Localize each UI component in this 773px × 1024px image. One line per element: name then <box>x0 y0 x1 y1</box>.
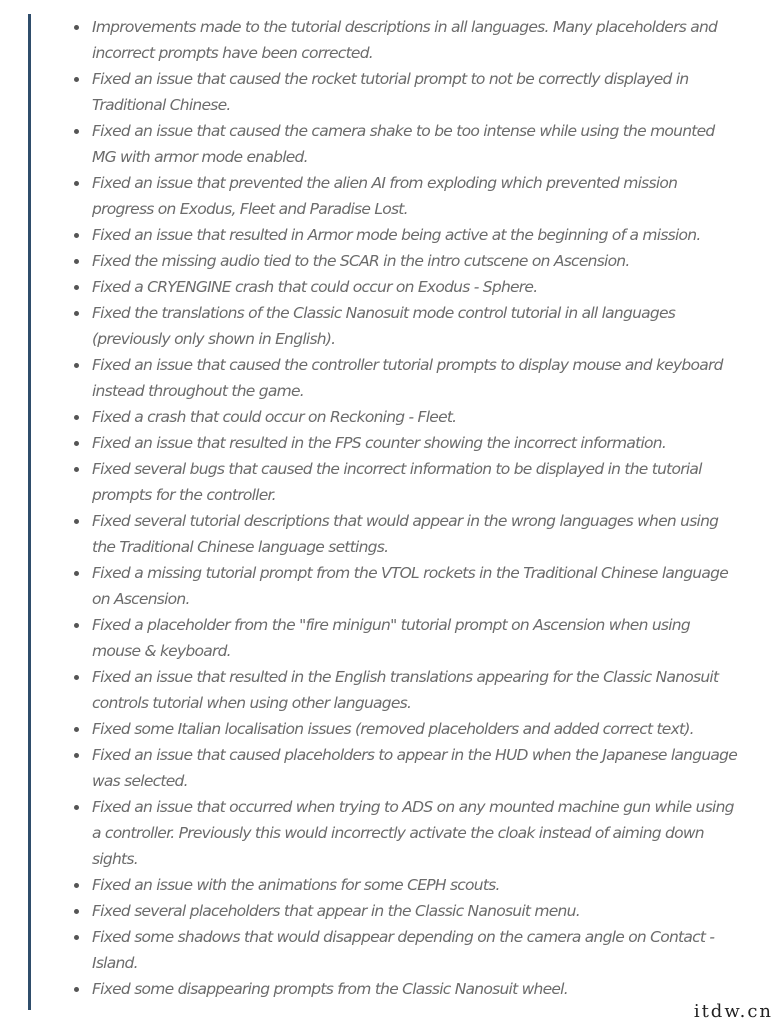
list-item: Fixed an issue that caused the camera shake to be too intense while using the mounted MG with armor mode enabled. <box>72 118 742 170</box>
list-item: Fixed a CRYENGINE crash that could occur on Exodus - Sphere. <box>72 274 742 300</box>
list-item: Fixed several bugs that caused the incorrect information to be displayed in the tutorial prompts for the controller. <box>72 456 742 508</box>
list-item: Fixed an issue that occurred when trying to ADS on any mounted machine gun while using a controller. Previously this would incorrectly activate the cloak instead of aiming down sights. <box>72 794 742 872</box>
list-item: Fixed several placeholders that appear in the Classic Nanosuit menu. <box>72 898 742 924</box>
list-item: Fixed some shadows that would disappear depending on the camera angle on Contact - Island. <box>72 924 742 976</box>
list-item: Fixed an issue that resulted in the FPS counter showing the incorrect information. <box>72 430 742 456</box>
list-item: Fixed a crash that could occur on Reckoning - Fleet. <box>72 404 742 430</box>
list-item: Fixed an issue that caused the controller tutorial prompts to display mouse and keyboard instead throughout the game. <box>72 352 742 404</box>
list-item: Fixed an issue that caused the rocket tutorial prompt to not be correctly displayed in Traditional Chinese. <box>72 66 742 118</box>
list-item: Fixed the missing audio tied to the SCAR in the intro cutscene on Ascension. <box>72 248 742 274</box>
list-item: Fixed some Italian localisation issues (removed placeholders and added correct text). <box>72 716 742 742</box>
list-item: Fixed an issue that prevented the alien AI from exploding which prevented mission progress on Exodus, Fleet and Paradise Lost. <box>72 170 742 222</box>
watermark: itdw.cn <box>693 1001 773 1022</box>
list-item: Fixed several tutorial descriptions that would appear in the wrong languages when using the Traditional Chinese language settings. <box>72 508 742 560</box>
list-item: Fixed an issue that resulted in Armor mode being active at the beginning of a mission. <box>72 222 742 248</box>
blockquote-bar <box>28 14 31 1010</box>
list-item: Fixed a missing tutorial prompt from the VTOL rockets in the Traditional Chinese language on Ascension. <box>72 560 742 612</box>
list-item: Fixed a placeholder from the "fire minigun" tutorial prompt on Ascension when using mouse & keyboard. <box>72 612 742 664</box>
patch-notes-list <box>72 14 742 1002</box>
list-item: Fixed some disappearing prompts from the Classic Nanosuit wheel. <box>72 976 742 1002</box>
list-item: Fixed an issue with the animations for some CEPH scouts. <box>72 872 742 898</box>
list-item: Fixed an issue that caused placeholders to appear in the HUD when the Japanese language was selected. <box>72 742 742 794</box>
list-item: Fixed the translations of the Classic Nanosuit mode control tutorial in all languages (previously only shown in English). <box>72 300 742 352</box>
list-item: Fixed an issue that resulted in the English translations appearing for the Classic Nanosuit controls tutorial when using other languages. <box>72 664 742 716</box>
list-item: Improvements made to the tutorial descriptions in all languages. Many placeholders and incorrect prompts have been corrected. <box>72 14 742 66</box>
